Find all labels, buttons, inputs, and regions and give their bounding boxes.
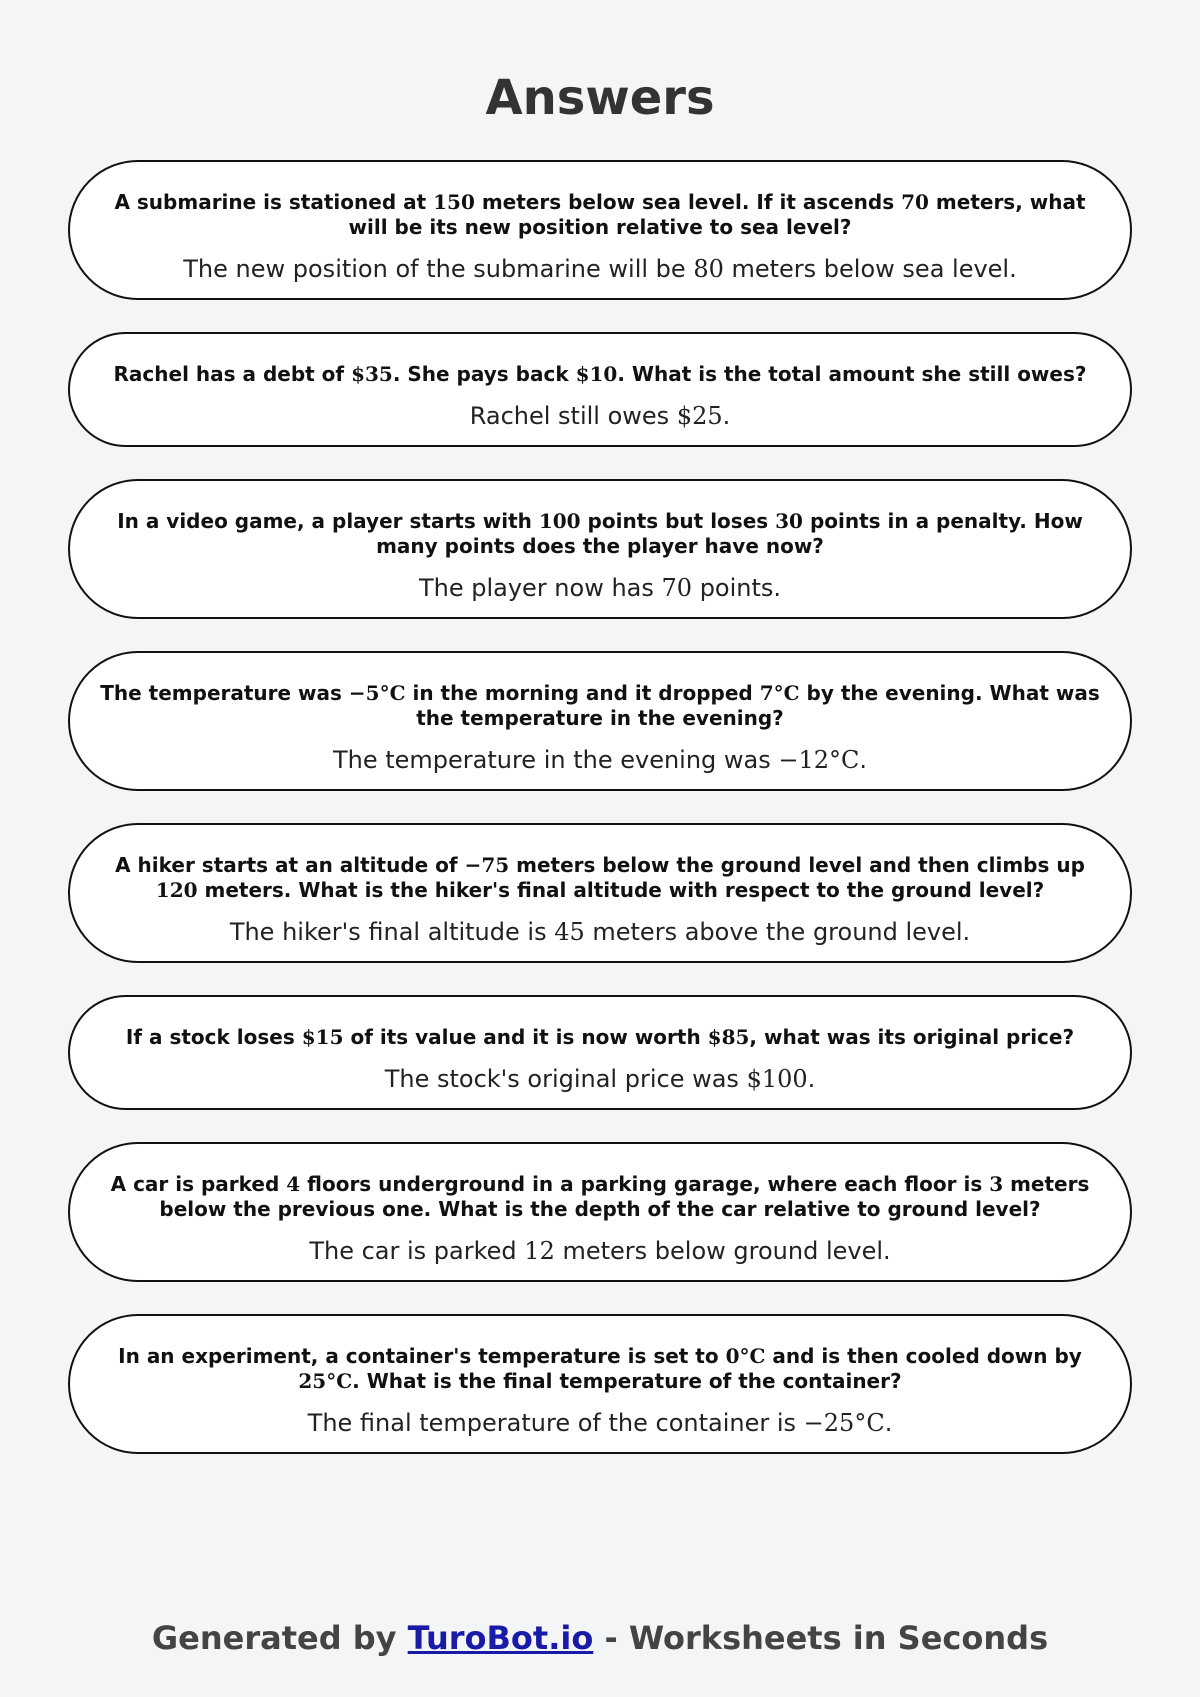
question-text	[98, 1344, 1102, 1394]
math-value: $15	[301, 1025, 344, 1049]
text-segment: .	[807, 1065, 816, 1093]
text-segment: The new position of the submarine will be	[183, 255, 694, 283]
text-segment: points in a penalty. How many points does the player have now?	[376, 509, 1083, 558]
text-segment: points.	[692, 574, 782, 602]
math-value: $25	[676, 402, 723, 430]
math-value: $35	[351, 362, 393, 386]
footer-prefix: Generated by	[151, 1619, 408, 1657]
math-value: 45	[554, 918, 585, 946]
text-segment: meters below sea level. If it ascends	[474, 190, 902, 214]
math-value: 30	[775, 509, 803, 533]
answer-text	[98, 917, 1102, 947]
text-segment: . What is the final temperature of the container?	[352, 1369, 902, 1393]
math-value: 7°C	[759, 681, 800, 705]
answer-text	[98, 1408, 1102, 1438]
answer-list	[68, 160, 1132, 1486]
math-value: 150	[433, 190, 475, 214]
answer-card	[68, 160, 1132, 300]
answer-text	[98, 401, 1102, 431]
text-segment: meters below sea level.	[723, 255, 1017, 283]
math-value: 80	[693, 255, 724, 283]
text-segment: In a video game, a player starts with	[117, 509, 539, 533]
text-segment: A hiker starts at an altitude of	[115, 853, 465, 877]
answer-card	[68, 479, 1132, 619]
math-value: $10	[575, 362, 618, 386]
answer-text	[98, 1236, 1102, 1266]
math-value: 100	[538, 509, 581, 533]
math-value: −5°C	[348, 681, 406, 705]
text-segment: In an experiment, a container's temperature is set to	[118, 1344, 726, 1368]
answer-card	[68, 823, 1132, 963]
question-text	[98, 190, 1102, 240]
math-value: 25°C	[298, 1369, 353, 1393]
text-segment: meters below ground level.	[554, 1237, 891, 1265]
question-text	[98, 681, 1102, 731]
math-value: −75	[464, 853, 510, 877]
footer-suffix: - Worksheets in Seconds	[593, 1619, 1049, 1657]
text-segment: meters. What is the hiker's final altitude with respect to the ground level?	[197, 878, 1045, 902]
turobot-link[interactable]: TuroBot.io	[407, 1619, 594, 1657]
text-segment: The hiker's final altitude is	[229, 918, 555, 946]
text-segment: by the evening. What was the temperature in the evening?	[416, 681, 1100, 730]
question-text	[98, 509, 1102, 559]
text-segment: The temperature was	[100, 681, 349, 705]
question-text	[98, 853, 1102, 903]
text-segment: A submarine is stationed at	[114, 190, 434, 214]
text-segment: . What is the total amount she still owes?	[617, 362, 1087, 386]
math-value: −12°C	[778, 746, 860, 774]
math-value: 3	[989, 1172, 1004, 1196]
text-segment: The car is parked	[309, 1237, 525, 1265]
answer-card	[68, 995, 1132, 1110]
math-value: 12	[524, 1237, 555, 1265]
text-segment: A car is parked	[110, 1172, 287, 1196]
math-value: $85	[707, 1025, 750, 1049]
math-value: 0°C	[725, 1344, 766, 1368]
text-segment: meters below the previous one. What is the depth of the car relative to ground level?	[159, 1172, 1090, 1221]
answer-card	[68, 1142, 1132, 1282]
text-segment: , what was its original price?	[749, 1025, 1075, 1049]
text-segment: Rachel has a debt of	[113, 362, 352, 386]
text-segment: The temperature in the evening was	[332, 746, 779, 774]
text-segment: The player now has	[418, 574, 662, 602]
text-segment: meters below the ground level and then climbs up	[509, 853, 1085, 877]
text-segment: If a stock loses	[125, 1025, 302, 1049]
answer-card	[68, 332, 1132, 447]
answer-text	[98, 254, 1102, 284]
text-segment: The stock's original price was	[384, 1065, 747, 1093]
text-segment: . She pays back	[392, 362, 576, 386]
text-segment: .	[884, 1409, 893, 1437]
text-segment: of its value and it is now worth	[343, 1025, 708, 1049]
answer-card	[68, 651, 1132, 791]
math-value: 4	[286, 1172, 301, 1196]
text-segment: The final temperature of the container is	[307, 1409, 804, 1437]
answer-text	[98, 573, 1102, 603]
text-segment: .	[722, 402, 731, 430]
text-segment: in the morning and it dropped	[405, 681, 760, 705]
text-segment: meters, what will be its new position relative to sea level?	[348, 190, 1086, 239]
math-value: 70	[901, 190, 929, 214]
answer-text	[98, 1064, 1102, 1094]
answer-card	[68, 1314, 1132, 1454]
question-text	[98, 362, 1102, 387]
math-value: $100	[746, 1065, 808, 1093]
text-segment: floors underground in a parking garage, where each floor is	[300, 1172, 990, 1196]
footer	[0, 1616, 1200, 1660]
math-value: 70	[661, 574, 693, 602]
question-text	[98, 1172, 1102, 1222]
question-text	[98, 1025, 1102, 1050]
page-title: Answers	[485, 70, 715, 126]
math-value: 120	[155, 878, 198, 902]
text-segment: Rachel still owes	[469, 402, 677, 430]
text-segment: .	[859, 746, 868, 774]
answer-text	[98, 745, 1102, 775]
math-value: −25°C	[803, 1409, 885, 1437]
text-segment: meters above the ground level.	[584, 918, 971, 946]
text-segment: and is then cooled down by	[765, 1344, 1082, 1368]
text-segment: points but loses	[580, 509, 776, 533]
